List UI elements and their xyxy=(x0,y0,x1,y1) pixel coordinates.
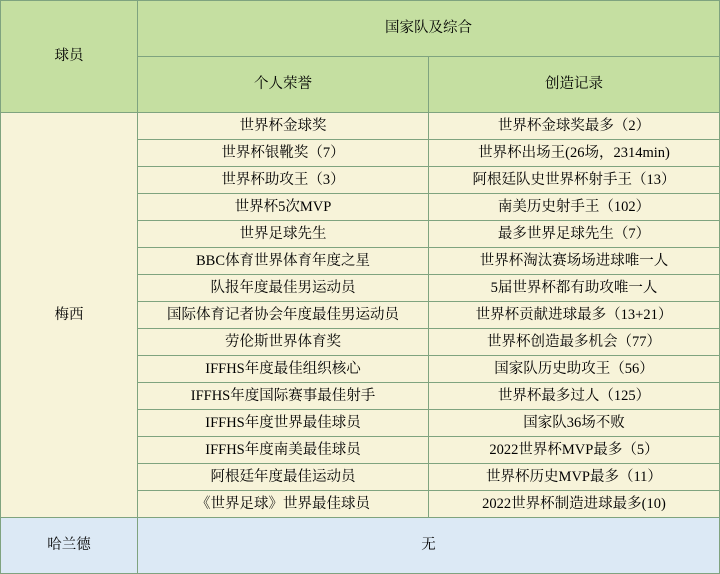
honor-cell: 队报年度最佳男运动员 xyxy=(138,275,429,302)
honor-cell: IFFHS年度最佳组织核心 xyxy=(138,356,429,383)
table-row xyxy=(1,518,720,574)
honor-cell: 世界杯银靴奖（7） xyxy=(138,140,429,167)
record-cell: 2022世界杯制造进球最多(10) xyxy=(429,491,720,518)
record-cell: 国家队历史助攻王（56） xyxy=(429,356,720,383)
honor-cell: 劳伦斯世界体育奖 xyxy=(138,329,429,356)
table-header-row xyxy=(1,1,720,57)
player-name-haaland: 哈兰德 xyxy=(1,518,138,574)
record-cell: 世界杯历史MVP最多（11） xyxy=(429,464,720,491)
honor-cell: 阿根廷年度最佳运动员 xyxy=(138,464,429,491)
record-cell: 世界杯金球奖最多（2） xyxy=(429,113,720,140)
table-row xyxy=(1,113,720,140)
record-cell: 南美历史射手王（102） xyxy=(429,194,720,221)
honor-cell: 世界杯金球奖 xyxy=(138,113,429,140)
honor-cell: IFFHS年度南美最佳球员 xyxy=(138,437,429,464)
honor-cell: 世界杯5次MVP xyxy=(138,194,429,221)
player-name-messi: 梅西 xyxy=(1,113,138,518)
record-cell: 世界杯最多过人（125） xyxy=(429,383,720,410)
header-group-column: 国家队及综合 xyxy=(138,1,720,57)
honor-cell: 《世界足球》世界最佳球员 xyxy=(138,491,429,518)
honor-cell: BBC体育世界体育年度之星 xyxy=(138,248,429,275)
record-cell: 5届世界杯都有助攻唯一人 xyxy=(429,275,720,302)
record-cell: 世界杯出场王(26场，2314min) xyxy=(429,140,720,167)
record-cell: 2022世界杯MVP最多（5） xyxy=(429,437,720,464)
honor-cell: 世界足球先生 xyxy=(138,221,429,248)
honor-cell: IFFHS年度世界最佳球员 xyxy=(138,410,429,437)
record-cell: 国家队36场不败 xyxy=(429,410,720,437)
header-personal-honors: 个人荣誉 xyxy=(138,57,429,113)
record-cell: 世界杯贡献进球最多（13+21） xyxy=(429,302,720,329)
honor-cell-empty: 无 xyxy=(138,518,720,574)
honor-cell: 国际体育记者协会年度最佳男运动员 xyxy=(138,302,429,329)
record-cell: 阿根廷队史世界杯射手王（13） xyxy=(429,167,720,194)
header-player-column: 球员 xyxy=(1,1,138,113)
record-cell: 世界杯淘汰赛场场进球唯一人 xyxy=(429,248,720,275)
honor-cell: 世界杯助攻王（3） xyxy=(138,167,429,194)
record-cell: 世界杯创造最多机会（77） xyxy=(429,329,720,356)
honor-cell: IFFHS年度国际赛事最佳射手 xyxy=(138,383,429,410)
header-records: 创造记录 xyxy=(429,57,720,113)
record-cell: 最多世界足球先生（7） xyxy=(429,221,720,248)
